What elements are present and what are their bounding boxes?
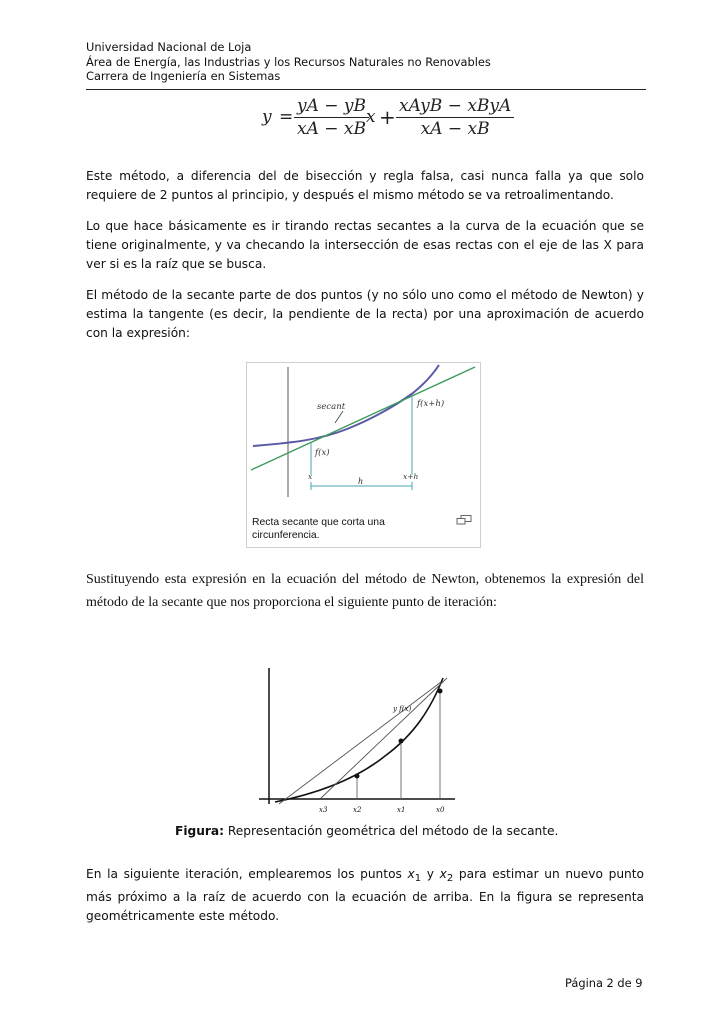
figure1-label-secant: secant <box>317 402 346 412</box>
paragraph-5-x2: x <box>439 867 447 881</box>
figure2-secant-2 <box>279 682 441 804</box>
figure2-point-x0 <box>438 689 443 694</box>
formula-frac2-denominator: xA − xB <box>420 119 490 139</box>
page-number: Página 2 de 9 <box>565 976 643 990</box>
figure1-label-x: x <box>308 472 313 481</box>
secant-method-figure <box>255 668 455 818</box>
figure2-point-x1 <box>399 739 404 744</box>
figure2-label-x3: x3 <box>319 806 328 814</box>
figure1-label-fxh: f(x+h) <box>417 399 445 409</box>
figure1-label-fx: f(x) <box>315 448 330 458</box>
figure2-secant-1 <box>320 678 447 799</box>
formula-frac2-numerator: xAyB − xByA <box>396 96 514 118</box>
figure2-curve <box>275 678 443 802</box>
paragraph-1: Este método, a diferencia del de bisección y regla falsa, casi nunca falla ya que solo requiere de 2 puntos al principio, y después el mismo método se va retroalimentando. <box>86 169 644 202</box>
figure2-label-x2: x2 <box>353 806 362 814</box>
enlarge-icon[interactable] <box>456 515 472 525</box>
formula-fraction-2 <box>396 96 514 139</box>
formula-x: x <box>366 107 376 127</box>
formula-fraction-1 <box>294 96 369 139</box>
formula-plus: + <box>379 105 396 129</box>
formula-y: y <box>262 107 272 127</box>
paragraph-3: El método de la secante parte de dos puntos (y no sólo uno como el método de Newton) y estima la tangente (es decir, la pendiente de la recta) por una aproximación de acuerdo con la expresión: <box>86 288 644 340</box>
figure1-secant-pointer <box>335 411 343 423</box>
secant-formula <box>262 96 522 144</box>
figure2-label-x0: x0 <box>436 806 445 814</box>
formula-equals: = <box>279 107 294 127</box>
paragraph-5-part-b: para estimar un nuevo punto más próximo a la raíz de acuerdo con la ecuación de arriba. En la figura se representa geométricamente este método. <box>86 867 645 923</box>
formula-frac1-numerator: yA − yB <box>294 96 369 118</box>
figure1-curve <box>253 365 439 446</box>
header-university: Universidad Nacional de Loja <box>86 40 252 54</box>
paragraph-2: Lo que hace básicamente es ir tirando rectas secantes a la curva de la ecuación que se tiene originalmente, y va checando la intersección de esas rectas con el eje de las X para ver si es la raíz que se busca. <box>86 219 644 271</box>
page-header <box>86 40 646 90</box>
paragraph-5-part-a: En la siguiente iteración, emplearemos los puntos <box>86 867 408 881</box>
paragraph-4: Sustituyendo esta expresión en la ecuación del método de Newton, obtenemos la expresión del método de la secante que nos proporciona el siguiente punto de iteración: <box>86 572 644 610</box>
formula-frac1-denominator: xA − xB <box>297 119 367 139</box>
paragraph-5 <box>86 865 644 926</box>
figure1-label-h: h <box>358 477 364 486</box>
figure1-caption: Recta secante que corta una circunferencia. <box>252 517 385 541</box>
paragraph-5-x2-sub: 2 <box>446 873 454 884</box>
figure1-secant-line <box>251 367 475 470</box>
figure1-label-xh: x+h <box>403 472 419 481</box>
header-career: Carrera de Ingeniería en Sistemas <box>86 69 281 83</box>
header-area: Área de Energía, las Industrias y los Recursos Naturales no Renovables <box>86 54 491 69</box>
figure2-caption <box>175 824 558 838</box>
figure2-point-x2 <box>355 774 360 779</box>
figure2-label-yfx: y f(x) <box>393 705 412 713</box>
paragraph-5-x1: x <box>407 867 415 881</box>
figure2-label-x1: x1 <box>397 806 406 814</box>
paragraph-5-and: y <box>421 867 440 881</box>
paragraph-5-x1-sub: 1 <box>414 873 422 884</box>
figure2-caption-text: Representación geométrica del método de la secante. <box>224 824 559 838</box>
secant-figure-svg <box>247 363 480 513</box>
figure2-caption-label: Figura: <box>175 824 225 838</box>
